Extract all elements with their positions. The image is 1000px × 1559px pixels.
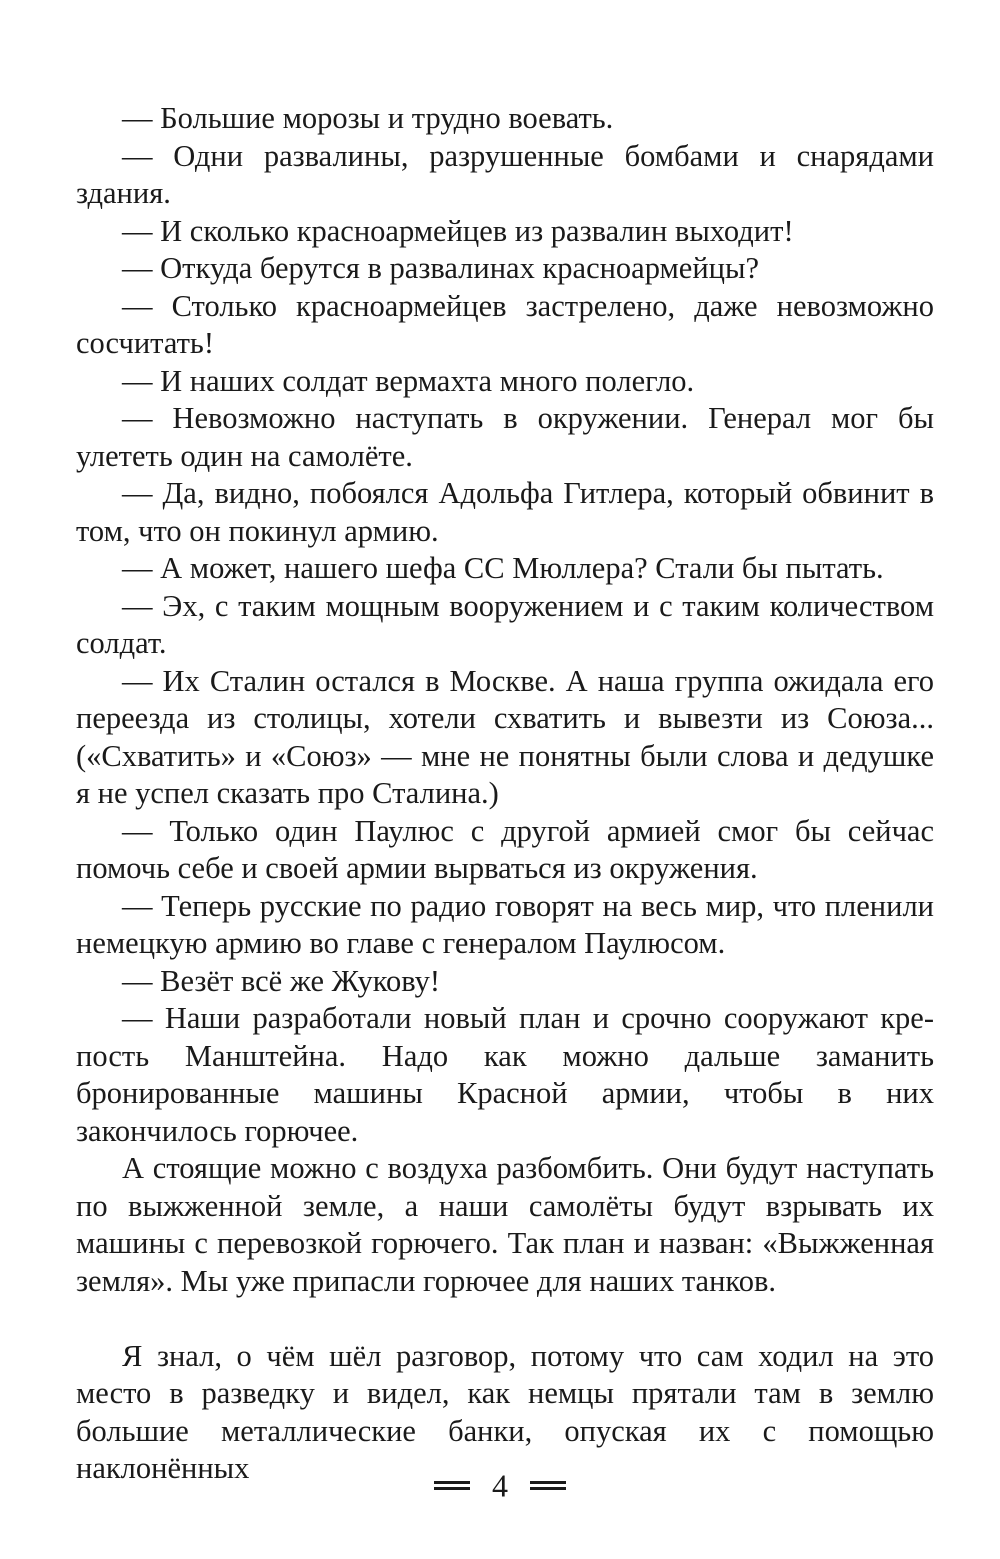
footer-ornament-left	[434, 1481, 470, 1490]
paragraph-11: — Их Сталин остался в Москве. А наша группа ожидала его переезда из столицы, хотели схватить и вывезти из Союза... («Схватить» и «Союз» — мне не понятны были слова и дедушке я не успел сказать про Сталина.)	[76, 663, 934, 810]
paragraph-3: — И сколько красноармейцев из развалин выходит!	[122, 213, 794, 248]
paragraph-7: — Невозможно наступать в окружении. Генерал мог бы улететь один на самолёте.	[76, 401, 934, 473]
section-break	[76, 1300, 934, 1338]
paragraph-10: — Эх, с таким мощным вооружением и с таким количеством солдат.	[76, 588, 934, 660]
paragraph-15: — Наши разработали новый план и срочно сооружают крепость Манштейна. Надо как можно дальше заманить бронированные машины Красной армии, чтобы в них закончилось горючее.	[76, 1001, 934, 1148]
footer-ornament-right	[530, 1481, 566, 1490]
paragraph-16: А стоящие можно с воздуха разбомбить. Они будут наступать по выжженной земле, а наши самолёты будут взрывать их машины с перевозкой горючего. Так план и назван: «Выжженная земля». Мы уже припасли горючее для наших танков.	[76, 1151, 934, 1298]
paragraph-17: Я знал, о чём шёл разговор, потому что сам ходил на это место в разведку и видел, как немцы прятали там в землю большие металлические банки, опуская их с помощью наклонённых	[76, 1338, 934, 1485]
paragraph-1: — Большие морозы и трудно воевать.	[122, 101, 614, 135]
paragraph-8: — Да, видно, побоялся Адольфа Гитлера, который обвинит в том, что он покинул армию.	[76, 476, 934, 548]
paragraph-6: — И наших солдат вермахта много полегло.	[122, 363, 695, 398]
paragraph-12: — Только один Паулюс с другой армией смог бы сейчас помочь себе и своей армии вырваться из окружения.	[76, 813, 934, 885]
page-number: 4	[492, 1467, 508, 1504]
paragraph-4: — Откуда берутся в развалинах красноармейцы?	[122, 251, 760, 285]
page-body	[76, 100, 934, 1488]
paragraph-9: — А может, нашего шефа СС Мюллера? Стали бы пытать.	[122, 551, 884, 585]
paragraph-2: — Одни развалины, разрушенные бомбами и снарядами здания.	[76, 138, 934, 210]
paragraph-14: — Везёт всё же Жукову!	[122, 963, 441, 998]
paragraph-13: — Теперь русские по радио говорят на весь мир, что пленили немецкую армию во главе с генералом Паулюсом.	[76, 888, 934, 960]
paragraph-5: — Столько красноармейцев застрелено, даже невозможно сосчитать!	[76, 288, 934, 360]
page-footer	[0, 1462, 1000, 1506]
